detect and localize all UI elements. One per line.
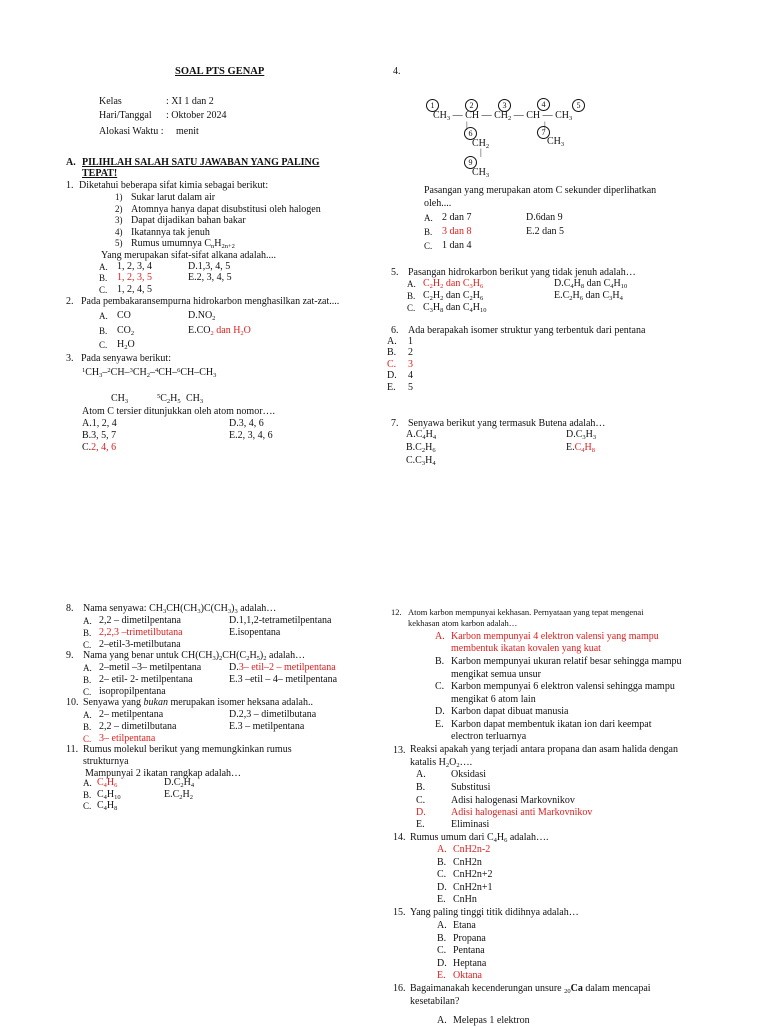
q15-option-letter: B.: [437, 933, 447, 944]
q8-option-a: 2,2 – dimetilpentana: [99, 615, 181, 626]
q4-option-e: E.2 dan 5: [526, 226, 565, 237]
q4-option-b: 3 dan 8: [442, 226, 472, 237]
q8-number: 8.: [66, 603, 74, 614]
q13-option: Substitusi: [451, 782, 491, 793]
q3-branch: $CH_3$: [186, 393, 204, 405]
q11-option-d: $D.C_2H_4$: [164, 777, 195, 789]
q10-option-letter: C.: [83, 734, 92, 744]
q5-option-d: $D.C_4H_8$ dan $C_4H_{10}$: [554, 278, 628, 290]
q10-option-letter: A.: [83, 710, 92, 720]
q1-option-c: 1, 2, 4, 5: [117, 284, 152, 295]
q15-option: Oktana: [453, 970, 482, 981]
carbon-number-badge: 2: [465, 99, 478, 112]
q12-option-letter: E.: [435, 719, 444, 730]
q1-option-letter: B.: [99, 273, 108, 283]
q3-formula: $^1CH_3-^2CH-^3CH_2-^4CH-^6CH-CH_3$: [82, 367, 217, 379]
q13-option-letter: B.: [416, 782, 426, 793]
q1-option-a: 1, 2, 3, 4: [117, 261, 152, 272]
q16-number: 16.: [393, 983, 406, 994]
q14-option-letter: C.: [437, 869, 447, 880]
q6-option-letter: E.: [387, 382, 396, 393]
q13-option-letter: E.: [416, 819, 425, 830]
q8-option-b: 2,2,3 –trimetilbutana: [99, 627, 183, 638]
q11-option-a: $C_4H_6$: [97, 777, 118, 789]
q3-question: Atom C tersier ditunjukkan oleh atom nomor….: [82, 406, 276, 417]
q13-option: Eliminasi: [451, 819, 490, 830]
q1-item: Dapat dijadikan bahan bakar: [131, 215, 246, 226]
q8-option-letter: B.: [83, 628, 92, 638]
q14-option-letter: D.: [437, 882, 447, 893]
q15-option-letter: A.: [437, 920, 447, 931]
q5-option-e: $E.C_2H_6$ dan $C_3H_4$: [554, 290, 623, 302]
q4-main-chain: $CH_3$ — CH — $CH_2$ — CH — $CH_3$: [433, 110, 573, 122]
q11-option-e: $E.C_2H_2$: [164, 789, 194, 801]
q7-number: 7.: [391, 418, 399, 429]
q4-option-d: D.6dan 9: [526, 212, 563, 223]
q8-option-letter: A.: [83, 616, 92, 626]
q1-option-e: E.2, 3, 4, 5: [188, 272, 232, 283]
q12-option-d: Karbon dapat dibuat manusia: [451, 706, 569, 717]
q5-option-letter: C.: [407, 303, 416, 313]
q9-option-letter: B.: [83, 675, 92, 685]
q8-option-c: 2–etil-3-metilbutana: [99, 639, 181, 650]
q14-option: CnH2n+1: [453, 882, 493, 893]
q5-option-a: $C_2H_2$ dan $C_3H_6$: [423, 278, 484, 290]
q2-option-letter: B.: [99, 326, 108, 336]
q10-option-c: 3– etilpentana: [99, 733, 156, 744]
q9-option-c: isopropilpentana: [99, 686, 166, 697]
q12-option-letter: B.: [435, 656, 445, 667]
q12-stem: Atom karbon mempunyai kekhasan. Pernyataan yang tepat mengenai: [408, 607, 644, 617]
q11-stem: Rumus molekul berikut yang memungkinkan rumus: [83, 744, 292, 755]
q6-option: 2: [408, 347, 413, 358]
q3-option-e: E.2, 3, 4, 6: [229, 430, 273, 441]
q14-option-letter: A.: [437, 844, 447, 855]
q7-stem: Senyawa berikut yang termasuk Butena adalah…: [408, 418, 606, 429]
q9-stem: Nama yang benar untuk $CH(CH_3)_2CH(C_2H_5)_2$ adalah…: [83, 650, 306, 662]
q12-option-letter: D.: [435, 706, 445, 717]
q4-stem-2: oleh....: [424, 198, 452, 209]
q2-stem: Pada pembakaransempurna hidrokarbon menghasilkan zat-zat....: [81, 296, 340, 307]
q12-option-e-2: electron terluarnya: [451, 731, 527, 742]
q12-option-e: Karbon dapat membentuk ikatan ion dari keempat: [451, 719, 652, 730]
q10-option-a: 2– metilpentana: [99, 709, 164, 720]
q1-item-number: 1): [115, 192, 123, 202]
q14-option-letter: B.: [437, 857, 447, 868]
q3-branch: $CH_3$: [111, 393, 129, 405]
q2-option-c: $H_2O$: [117, 339, 135, 351]
q16-option-a: Melepas 1 elektron: [453, 1015, 530, 1026]
carbon-number-badge: 7: [537, 126, 550, 139]
carbon-number-badge: 4: [537, 98, 550, 111]
q6-option: 3: [408, 359, 413, 370]
document-title: SOAL PTS GENAP: [175, 66, 265, 77]
q7-option-a: $A.C_4H_4$: [406, 429, 437, 441]
q13-option-letter: D.: [416, 807, 426, 818]
waktu-value: menit: [176, 126, 199, 137]
waktu-label: Alokasi Waktu :: [99, 126, 164, 137]
q13-option-letter: A.: [416, 769, 426, 780]
q4-option-letter: A.: [424, 213, 433, 223]
q4-branch: $CH_3$: [472, 167, 490, 179]
carbon-number-badge: 6: [464, 127, 477, 140]
hari-label: Hari/Tanggal: [99, 110, 152, 121]
q12-option-b: Karbon mempunyai ukuran relatif besar sehingga mampu: [451, 656, 682, 667]
bond-line: |: [480, 147, 482, 157]
q12-option-a: Karbon mempunyai 4 elektron valensi yang mampu: [451, 631, 659, 642]
q14-number: 14.: [393, 832, 406, 843]
q4-option-c: 1 dan 4: [442, 240, 472, 251]
q14-option: CnH2n+2: [453, 869, 493, 880]
q13-stem-2: katalis $H_2O_2\dots$.: [410, 757, 473, 769]
q4-stem: Pasangan yang merupakan atom C sekunder diperlihatkan: [424, 185, 657, 196]
q7-option-c: $C.C_3H_4$: [406, 455, 436, 467]
q1-item: Sukar larut dalam air: [131, 192, 216, 203]
q9-option-a: 2–metil –3– metilpentana: [99, 662, 202, 673]
q12-option-c: Karbon mempunyai 6 elektron valensi sehingga mampu: [451, 681, 675, 692]
q6-option-letter: A.: [387, 336, 397, 347]
q13-option: Oksidasi: [451, 769, 486, 780]
q3-option-c: C.2, 4, 6: [82, 442, 117, 453]
q1-number: 1.: [66, 180, 74, 191]
q3-option-b: B.3, 5, 7: [82, 430, 117, 441]
q1-option-d: D.1,3, 4, 5: [188, 261, 231, 272]
q1-item: Atomnya hanya dapat disubstitusi oleh halogen: [131, 204, 321, 215]
q2-option-d: $D.NO_2$: [188, 310, 216, 322]
q1-option-letter: C.: [99, 285, 108, 295]
q14-option: CnH2n: [453, 857, 482, 868]
q4-option-letter: C.: [424, 241, 433, 251]
q13-option-letter: C.: [416, 795, 426, 806]
q3-number: 3.: [66, 353, 74, 364]
q11-stem-2: strukturnya: [83, 756, 129, 767]
q13-option: Adisi halogenasi Markovnikov: [451, 795, 575, 806]
q2-option-letter: C.: [99, 340, 108, 350]
q4-number: 4.: [393, 66, 401, 77]
q8-option-e: E.isopentana: [229, 627, 281, 638]
section-letter: A.: [66, 157, 76, 168]
q4-branch: $CH_2$: [472, 138, 490, 150]
q5-option-letter: B.: [407, 291, 416, 301]
q12-option-letter: A.: [435, 631, 445, 642]
q16-stem-2: kesetabilan?: [410, 996, 460, 1007]
q7-option-d: $D.C_3H_3$: [566, 429, 597, 441]
q15-option: Etana: [453, 920, 476, 931]
q1-item-number: 5): [115, 238, 123, 248]
q16-option-letter: A.: [437, 1015, 447, 1026]
q1-option-letter: A.: [99, 262, 108, 272]
q11-option-c: $C_4H_8$: [97, 800, 118, 812]
carbon-number-badge: 3: [498, 99, 511, 112]
q4-option-letter: B.: [424, 227, 433, 237]
q7-option-e: $E.C_4H_8$: [566, 442, 596, 454]
q2-option-letter: A.: [99, 311, 108, 321]
q9-option-d: D.3– etil–2 – metilpentana: [229, 662, 336, 673]
q10-number: 10.: [66, 697, 79, 708]
q9-option-letter: A.: [83, 663, 92, 673]
q2-option-e: $E.CO_2$ dan $H_2O$: [188, 325, 251, 337]
q6-option-letter: B.: [387, 347, 397, 358]
q6-option: 5: [408, 382, 413, 393]
kelas-label: Kelas: [99, 96, 122, 107]
q2-number: 2.: [66, 296, 74, 307]
q6-option: 4: [408, 370, 413, 381]
q14-option-letter: E.: [437, 894, 446, 905]
kelas-value: : XI 1 dan 2: [166, 96, 214, 107]
q11-option-letter: C.: [83, 801, 92, 811]
q10-option-d: D.2,3 – dimetilbutana: [229, 709, 317, 720]
carbon-number-badge: 9: [464, 156, 477, 169]
q14-option: CnH2n-2: [453, 844, 491, 855]
q12-option-b-2: mengikat semua unsur: [451, 669, 541, 680]
q6-option-letter: D.: [387, 370, 397, 381]
carbon-number-badge: 1: [426, 99, 439, 112]
q8-option-letter: C.: [83, 640, 92, 650]
q12-stem-2: kekhasan atom karbon adalah…: [408, 618, 518, 628]
q12-option-c-2: mengikat 6 atom lain: [451, 694, 536, 705]
q2-option-b: $CO_2$: [117, 325, 135, 337]
q9-number: 9.: [66, 650, 74, 661]
q3-option-d: D.3, 4, 6: [229, 418, 264, 429]
q8-stem: Nama senyawa: $CH_3CH(CH_3)C(CH_3)_3$ adalah…: [83, 603, 277, 615]
q6-number: 6.: [391, 325, 399, 336]
q4-option-a: 2 dan 7: [442, 212, 472, 223]
q14-option: CnHn: [453, 894, 477, 905]
q4-branch: $CH_3$: [547, 136, 565, 148]
q1-item: Ikatannya tak jenuh: [131, 227, 210, 238]
q15-stem: Yang paling tinggi titik didihnya adalah…: [410, 907, 579, 918]
carbon-number-badge: 5: [572, 99, 585, 112]
q1-question: Yang merupakan sifat-sifat alkana adalah....: [101, 250, 277, 261]
q9-option-letter: C.: [83, 687, 92, 697]
q11-option-letter: A.: [83, 778, 92, 788]
q5-stem: Pasangan hidrokarbon berikut yang tidak jenuh adalah…: [408, 267, 636, 278]
q3-stem: Pada senyawa berikut:: [81, 353, 171, 364]
q6-stem: Ada berapakah isomer struktur yang terbentuk dari pentana: [408, 325, 646, 336]
q3-option-a: A.1, 2, 4: [82, 418, 117, 429]
q16-stem: Bagaimanakah kecenderungan unsure $_{20}$Ca dalam mencapai: [410, 983, 651, 995]
q2-option-a: CO: [117, 310, 131, 321]
q1-stem: Diketahui beberapa sifat kimia sebagai berikut:: [79, 180, 269, 191]
q10-option-letter: B.: [83, 722, 92, 732]
q5-option-letter: A.: [407, 279, 416, 289]
q6-option-letter: C.: [387, 359, 397, 370]
q10-option-b: 2,2 – dimetilbutana: [99, 721, 177, 732]
q12-number: 12.: [391, 607, 402, 617]
q5-option-c: $C_3H_8$ dan $C_4H_{10}$: [423, 302, 487, 314]
q9-option-e: E.3 –etil – 4– metilpentana: [229, 674, 338, 685]
q5-number: 5.: [391, 267, 399, 278]
q7-option-b: $B.C_2H_6$: [406, 442, 436, 454]
q9-option-b: 2– etil- 2- metilpentana: [99, 674, 193, 685]
q15-number: 15.: [393, 907, 406, 918]
section-instruction-2: TEPAT!: [82, 168, 118, 179]
q1-option-b: 1, 2, 3, 5: [117, 272, 152, 283]
q13-stem: Reaksi apakah yang terjadi antara propana dan asam halida dengan: [410, 744, 678, 755]
q5-option-b: $C_2H_2$ dan $C_2H_6$: [423, 290, 484, 302]
q15-option-letter: D.: [437, 958, 447, 969]
q8-option-d: D.1,1,2-tetrametilpentana: [229, 615, 332, 626]
q1-item-formula: Rumus umumnya $C_nH_{2n+2}$: [131, 238, 235, 250]
q15-option: Pentana: [453, 945, 485, 956]
hari-value: : Oktober 2024: [166, 110, 227, 121]
bond-line: |: [544, 120, 546, 130]
q13-option: Adisi halogenasi anti Markovnikov: [451, 807, 593, 818]
q10-stem: Senyawa yang bukan merupakan isomer heksana adalah..: [83, 697, 313, 708]
q13-number: 13.: [393, 745, 406, 756]
q1-item-number: 2): [115, 204, 123, 214]
q1-item-number: 3): [115, 215, 123, 225]
q14-stem: Rumus umum dari $C_4H_6$ adalah….: [410, 832, 549, 844]
section-instruction: PILIHLAH SALAH SATU JAWABAN YANG PALING: [82, 157, 320, 168]
q11-stem-3: Mampunyai 2 ikatan rangkap adalah…: [85, 768, 242, 779]
q10-option-e: E.3 – metilpentana: [229, 721, 305, 732]
q3-branch: $^5C_2H_5$: [157, 393, 181, 405]
q11-option-b: $C_4H_{10}$: [97, 789, 121, 801]
q12-option-letter: C.: [435, 681, 445, 692]
q15-option: Propana: [453, 933, 486, 944]
q12-option-a-2: membentuk ikatan kovalen yang kuat: [451, 643, 601, 654]
q15-option-letter: C.: [437, 945, 447, 956]
bond-line: |: [466, 120, 468, 130]
q15-option-letter: E.: [437, 970, 446, 981]
q6-option: 1: [408, 336, 413, 347]
q15-option: Heptana: [453, 958, 487, 969]
q11-number: 11.: [66, 744, 79, 755]
q11-option-letter: B.: [83, 790, 92, 800]
q1-item-number: 4): [115, 227, 123, 237]
